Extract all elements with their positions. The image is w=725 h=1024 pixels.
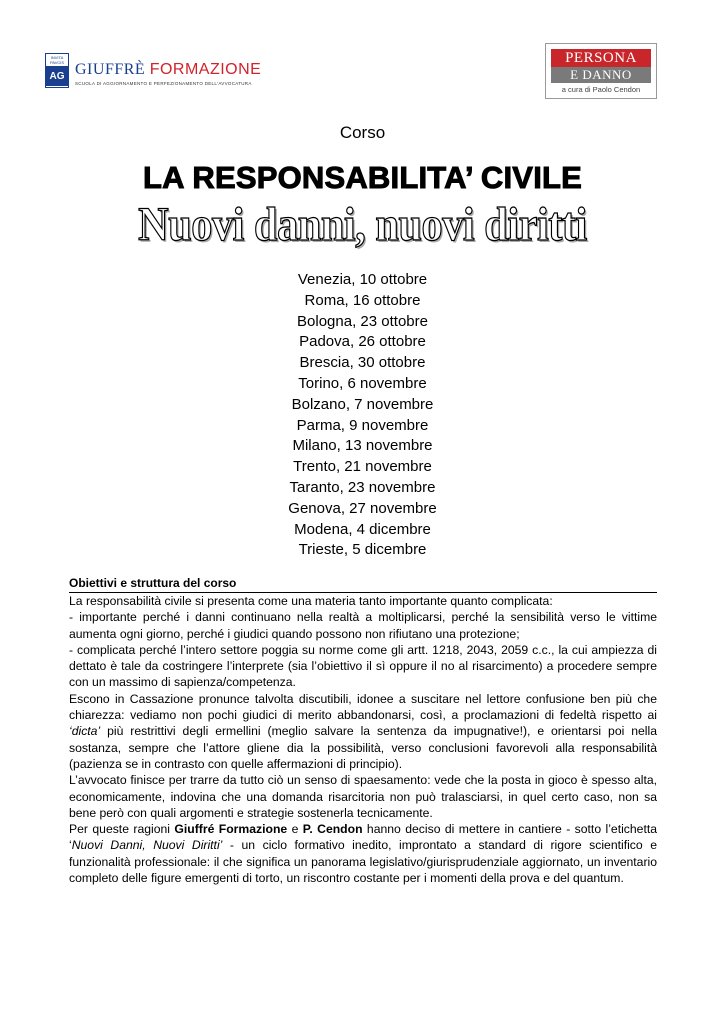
giuffre-formazione-logo: [45, 53, 285, 93]
paragraph: [69, 821, 657, 886]
section-body: [69, 593, 657, 886]
giuffre-subtitle: SCUOLA DI AGGIORNAMENTO E PERFEZIONAMENTO DELL'AVVOCATURA: [75, 81, 252, 86]
date-item: Roma, 16 ottobre: [304, 291, 421, 309]
page-subtitle: Nuovi danni, nuovi diritti: [138, 198, 587, 251]
persona-e-danno-line2: E DANNO: [551, 67, 651, 83]
bold-text: P. Cendon: [302, 822, 363, 837]
text-run: Escono in Cassazione pronunce talvolta discutibili, idonee a suscitare nel lettore confusione ben più che chiarezza: vediamo non pochi giudici di merito abbandonarsi, così, a proclamazioni di fedeltà rispetto ai: [69, 691, 657, 723]
paragraph: - complicata perché l’intero settore poggia su norme come gli artt. 1218, 2043, 2059 c.c., la cui ampiezza di dettato è tale da costringere l’interprete (sia l’obiettivo il sì oppure il no al risarcimento) a procedere sempre con un massimo di sapienza/competenza.: [69, 642, 657, 690]
text-run: e: [287, 822, 303, 837]
italic-text: Nuovi Danni, Nuovi Diritti’: [71, 838, 223, 853]
ag-badge-letters: AG: [46, 67, 68, 86]
giuffre-name-first: GIUFFRÈ: [75, 61, 146, 78]
date-item: Parma, 9 novembre: [296, 416, 429, 434]
bold-text: Giuffré Formazione: [174, 822, 288, 837]
date-item: Genova, 27 novembre: [288, 499, 437, 517]
date-item: Modena, 4 dicembre: [294, 520, 431, 538]
date-item: Torino, 6 novembre: [298, 374, 427, 392]
italic-text: ‘dicta’: [69, 724, 101, 739]
date-item: Venezia, 10 ottobre: [297, 271, 428, 288]
paragraph: L’avvocato finisce per trarre da tutto ciò un senso di spaesamento: vede che la posta in gioco è spesso alta, economicamente, indovina che una domanda risarcitoria non può tralasciarsi, in quel certo caso, non sa bene però con quali argomenti e strategie sostenerla tecnicamente.: [69, 773, 657, 820]
section-heading: Obiettivi e struttura del corso: [69, 576, 237, 590]
date-item: Bologna, 23 ottobre: [297, 312, 428, 330]
text-run: più restrittivi degli ermellini (meglio salvare la sentenza da impugnative!), e orientarsi poi nella sostanza, sempre che l’attore gliene dia la possibilità, verso conclusioni favorevoli alla responsabilità (pazienza se in contrasto con quelle affermazioni di principio).: [69, 724, 657, 771]
persona-e-danno-line1: PERSONA: [551, 49, 651, 67]
giuffre-name: [75, 61, 261, 79]
ag-badge-motto: INVITA PAVCIS: [46, 54, 68, 67]
text-run: Per queste ragioni: [69, 822, 175, 837]
giuffre-name-second: FORMAZIONE: [149, 61, 262, 78]
dates-list: [0, 270, 725, 561]
text-run: hanno deciso di mettere in cantiere - sotto l’etichetta ‘: [69, 822, 657, 853]
paragraph: - importante perché i danni continuano nella realtà a moltiplicarsi, perché la sensibilità verso le vittime aumenta ogni giorno, perché i giudici quando possono non rifiutano una protezione;: [69, 610, 657, 641]
date-item: Bolzano, 7 novembre: [291, 395, 434, 413]
date-item: Milano, 13 novembre: [292, 437, 433, 455]
date-item: Brescia, 30 ottobre: [299, 354, 426, 372]
date-item: Trento, 21 novembre: [293, 458, 432, 476]
paragraph: La responsabilità civile si presenta come una materia tanto importante quanto complicata:: [69, 594, 553, 608]
ag-badge: [45, 53, 69, 88]
page-title: LA RESPONSABILITA’ CIVILE: [142, 160, 583, 195]
persona-e-danno-logo: [545, 43, 657, 99]
paragraph: [69, 691, 657, 772]
text-run: - un ciclo formativo inedito, improntato a standard di rigore scientifico e funzionalità professionale: il che significa un panorama legislativo/giurisprudenziale aggiornato, un inventario completo delle figure emergenti di torto, un riscontro costante per i momenti della prova e del quantum.: [69, 838, 657, 886]
date-item: Trieste, 5 dicembre: [298, 541, 427, 559]
course-label: Corso: [339, 123, 386, 142]
date-item: Padova, 26 ottobre: [299, 333, 426, 351]
date-item: Taranto, 23 novembre: [289, 478, 436, 496]
persona-e-danno-curator: a cura di Paolo Cendon: [561, 85, 641, 94]
